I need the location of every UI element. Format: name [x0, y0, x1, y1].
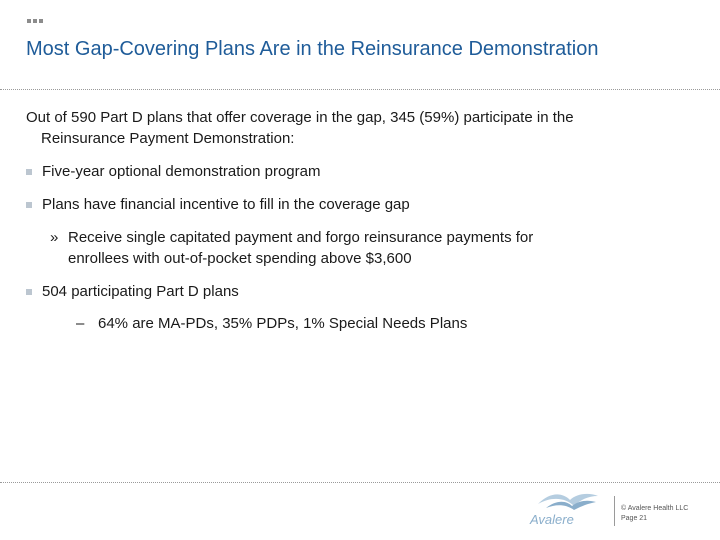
bullet-3 — [26, 281, 239, 302]
header-squares-icon — [27, 19, 43, 23]
bullet-1-text: Five-year optional demonstration program — [42, 163, 321, 180]
intro-paragraph — [26, 107, 696, 149]
slide-title: Most Gap-Covering Plans Are in the Reinsurance Demonstration — [26, 38, 599, 60]
page-number: Page 21 — [621, 515, 648, 522]
sub-bullet-1 — [50, 227, 690, 269]
sub-bullet-2-text: 64% are MA-PDs, 35% PDPs, 1% Special Needs Plans — [98, 315, 468, 332]
sub-bullet-1-line-1: Receive single capitated payment and forgo reinsurance payments for — [68, 229, 534, 246]
title-divider — [0, 89, 720, 90]
intro-line-1: Out of 590 Part D plans that offer coverage in the gap, 345 (59%) participate in the — [26, 109, 574, 126]
bullet-3-text: 504 participating Part D plans — [42, 283, 239, 300]
sub-bullet-2 — [76, 313, 676, 334]
bullet-1 — [26, 161, 320, 182]
footer-divider — [0, 482, 720, 483]
footer-separator — [614, 496, 615, 526]
copyright-text: © Avalere Health LLC — [621, 505, 689, 512]
brand-name: Avalere — [530, 512, 574, 527]
sub-bullet-marker: – — [76, 315, 85, 332]
bullet-square-icon — [26, 289, 32, 295]
intro-line-2: Reinsurance Payment Demonstration: — [41, 130, 295, 147]
bullet-2 — [26, 194, 410, 215]
avalere-wave-icon — [536, 490, 600, 512]
sub-bullet-1-line-2: enrollees with out-of-pocket spending above $3,600 — [68, 250, 412, 267]
bullet-square-icon — [26, 202, 32, 208]
footer-info — [621, 504, 688, 524]
sub-bullet-marker: » — [50, 229, 59, 246]
bullet-square-icon — [26, 169, 32, 175]
avalere-logo — [530, 490, 612, 530]
bullet-2-text: Plans have financial incentive to fill in the coverage gap — [42, 196, 410, 213]
